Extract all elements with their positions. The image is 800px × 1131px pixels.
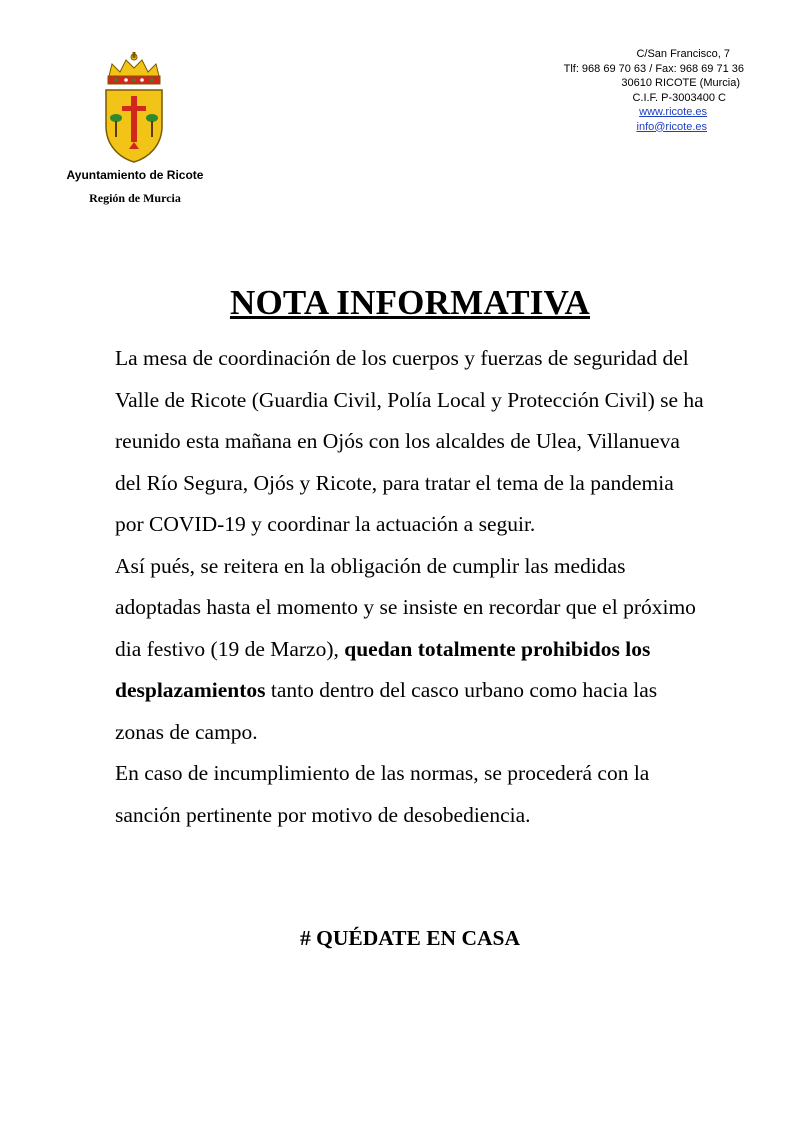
paragraph-2-end: tanto dentro del casco urbano como hacia las zonas de campo. (115, 678, 658, 744)
address-cif: C.I.F. P-3003400 C (632, 91, 726, 104)
website-link[interactable]: www.ricote.es (639, 106, 707, 118)
paragraph-2 (115, 546, 705, 754)
paragraph-3: En caso de incumplimiento de las normas, se procederá con la sanción pertinente por motivo de desobediencia. (115, 761, 650, 827)
closing-slogan: # QUÉDATE EN CASA (299, 926, 520, 950)
address-street: C/San Francisco, 7 (636, 48, 730, 60)
paragraph-2-start: Así pués, se reitera en la obligación de cumplir las medidas adoptadas hasta el momento y se insiste en recordar que el próximo dia festivo (19 de Marzo), (115, 553, 696, 661)
address-city: 30610 RICOTE (Murcia) (621, 77, 740, 89)
email-link[interactable]: info@ricote.es (636, 120, 707, 133)
contact-block (520, 47, 744, 134)
crown-icon (108, 52, 160, 84)
document-body (115, 338, 705, 836)
paragraph-1: La mesa de coordinación de los cuerpos y fuerzas de seguridad del Valle de Ricote (Guardia Civil, Polía Local y Protección Civil) se ha reunido esta mañana en Ojós con los alcaldes de Ulea, Villanueva del Río Segura, Ojós y Ricote, para tratar el tema de la pandemia por COVID-19 y coordinar la actuación a seguir. (115, 346, 704, 536)
coat-of-arms-icon (98, 52, 170, 164)
org-region: Región de Murcia (89, 191, 181, 205)
address-phone: Tlf: 968 69 70 63 / Fax: 968 69 71 36 (563, 62, 744, 75)
org-name: Ayuntamiento de Ricote (66, 168, 204, 182)
page-title: NOTA INFORMATIVA (229, 283, 591, 322)
paragraph-2-emphasis: quedan totalmente prohibidos los desplazamientos (115, 636, 651, 702)
